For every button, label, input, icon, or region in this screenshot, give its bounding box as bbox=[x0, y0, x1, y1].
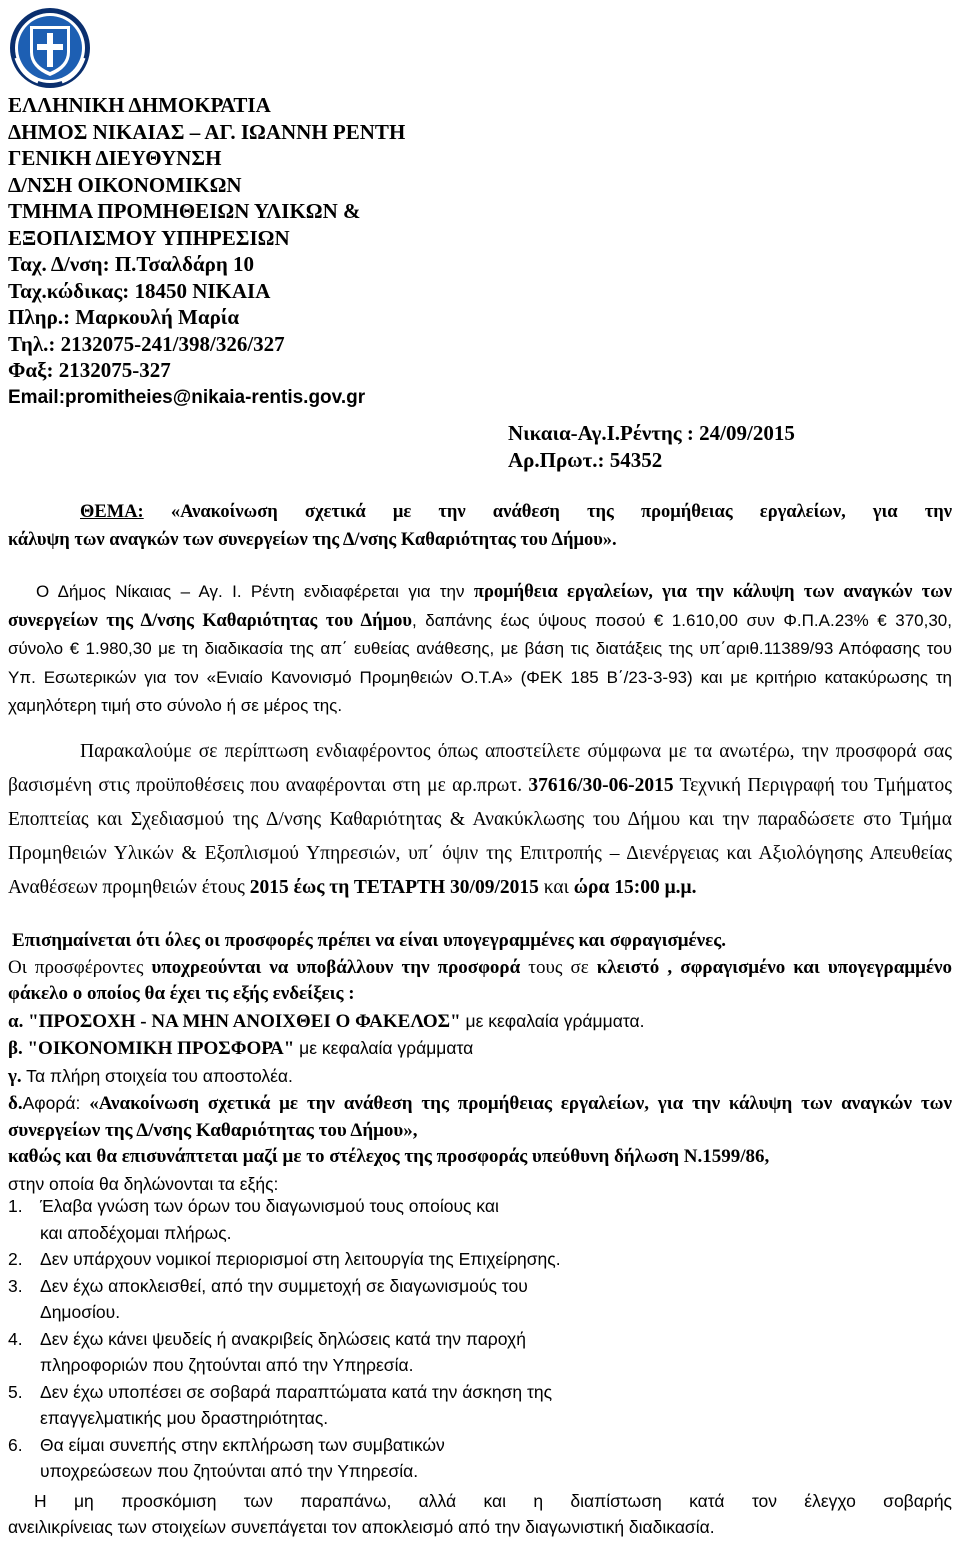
header-directorate: ΓΕΝΙΚΗ ΔΙΕΥΘΥΝΣΗ bbox=[8, 146, 222, 170]
marking-a-label: α. "ΠΡΟΣΟΧΗ - ΝΑ ΜΗΝ ΑΝΟΙΧΘΕΙ Ο ΦΑΚΕΛΟΣ" bbox=[8, 1010, 461, 1032]
list-item-line: πληροφοριών που ζητούνται από την Υπηρεσία. bbox=[40, 1355, 414, 1375]
list-item-line: Δημοσίου. bbox=[40, 1302, 121, 1322]
header-fax: Φαξ: 2132075-327 bbox=[8, 358, 171, 382]
list-item-line: και αποδέχομαι πλήρως. bbox=[40, 1222, 232, 1243]
list-item-number: 3. bbox=[8, 1275, 23, 1296]
list-item-number: 2. bbox=[8, 1249, 23, 1269]
list-item-number: 6. bbox=[8, 1434, 23, 1455]
marking-b-label: β. "ΟΙΚΟΝΟΜΙΚΗ ΠΡΟΣΦΟΡΑ" bbox=[8, 1038, 295, 1059]
subject bbox=[8, 498, 952, 554]
list-item-line: Δεν έχω υποπέσει σε σοβαρά παραπτώματα κατά την άσκηση της bbox=[40, 1381, 553, 1402]
declaration-list bbox=[8, 1193, 952, 1485]
list-item-number: 4. bbox=[8, 1328, 23, 1349]
declaration-intro: καθώς και θα επισυνάπτεται μαζί με το στέλεχος της προσφοράς υπεύθυνη δήλωση Ν.1599/86, bbox=[8, 1146, 770, 1167]
protocol-line: Αρ.Πρωτ.: 54352 bbox=[508, 448, 663, 472]
header-municipality: ΔΗΜΟΣ ΝΙΚΑΙΑΣ – ΑΓ. ΙΩΑΝΝΗ ΡΕΝΤΗ bbox=[8, 119, 406, 144]
subject-text-2: κάλυψη των αναγκών των συνεργείων της Δ/νσης Καθαριότητας του Δήμου». bbox=[8, 530, 617, 550]
list-item-line: επαγγελματικής μου δραστηριότητας. bbox=[40, 1408, 329, 1428]
request-text-1: Παρακαλούμε σε περίπτωση ενδιαφέροντος όπως αποστείλετε σύμφωνα με τα ανωτέρω, την προσφορά σας βασισμένη στις προϋποθέσεις που αναφέρονται στη με αρ.πρωτ. bbox=[8, 741, 952, 796]
header-postcode: Ταχ.κώδικας: 18450 ΝΙΚΑΙΑ bbox=[8, 278, 271, 303]
intro-text-2: , δαπάνης έως ύψους ποσού € 1.610,00 συν Φ.Π.Α.23% € 370,30, σύνολο € 1.980,30 με τη διαδικασία της απ΄ ευθείας ανάθεσης, με βάση τις διατάξεις της υπ΄αριθ.11389/93 Απόφασης του Υπ. Εσωτερικών για τον «Ενιαίο Κανονισμό Προμηθειών Ο.Τ.Α» (ΦΕΚ 185 Β΄/23-3-93) και με κριτήριο κατακύρωσης τη χαμηλότερη τιμή στο σύνολο ή σε μέρος της. bbox=[8, 610, 952, 715]
issuer-header bbox=[8, 92, 568, 411]
marking-c-label: γ. bbox=[8, 1065, 22, 1087]
header-email: Email:promitheies@nikaia-rentis.gov.gr bbox=[8, 386, 366, 408]
greek-emblem-icon bbox=[8, 6, 92, 90]
marking-d-text: Αφορά: bbox=[22, 1093, 90, 1113]
request-paragraph bbox=[8, 735, 952, 905]
list-item-number: 1. bbox=[8, 1196, 23, 1216]
header-department-2: ΕΞΟΠΛΙΣΜΟΥ ΥΠΗΡΕΣΙΩΝ bbox=[8, 225, 290, 250]
instructions bbox=[8, 928, 952, 1197]
intro-paragraph bbox=[8, 578, 952, 721]
offer-bold-1: υποχρεούνται να υποβάλλουν την προσφορά bbox=[151, 956, 521, 978]
header-contact: Πληρ.: Μαρκουλή Μαρία bbox=[8, 305, 240, 329]
header-department-1: ΤΜΗΜΑ ΠΡΟΜΗΘΕΙΩΝ ΥΛΙΚΩΝ & bbox=[8, 199, 361, 223]
request-ref: 37616/30-06-2015 bbox=[528, 775, 674, 796]
intro-bold: προμήθεια εργαλείων, για την κάλυψη των αναγκών των συνεργείων της Δ/νσης Καθαριότητας του Δήμου bbox=[8, 582, 952, 631]
date-line: Νικαια-Αγ.Ι.Ρέντης : 24/09/2015 bbox=[508, 421, 795, 445]
list-item bbox=[8, 1432, 952, 1485]
date-block bbox=[508, 420, 795, 474]
closing-line-1: Η μη προσκόμιση των παραπάνω, αλλά και η διαπίστωση κατά τον έλεγχο σοβαρής bbox=[34, 1491, 952, 1511]
subject-label: ΘΕΜΑ: bbox=[80, 502, 144, 522]
list-item-line: Δεν έχω κάνει ψευδείς ή ανακριβείς δηλώσεις κατά την παροχή bbox=[40, 1328, 526, 1349]
marking-a-text: με κεφαλαία γράμματα. bbox=[460, 1010, 645, 1031]
list-item-line: Δεν υπάρχουν νομικοί περιορισμοί στη λειτουργία της Επιχείρησης. bbox=[40, 1249, 561, 1269]
list-item bbox=[8, 1273, 952, 1326]
request-text-2: Τεχνική Περιγραφή του Τμήματος Εποπτείας και Σχεδιασμού της Δ/νσης Καθαριότητας & Ανακύκλωσης του Δήμου και την παραδώσετε στο Τμήμα Προμηθειών Υλικών & Εξοπλισμού Υπηρεσιών, υπ΄ όψιν της Επιτροπής – Διενέργειας και Αξιολόγησης Απευθείας Αναθέσεων προμηθειών έτους bbox=[8, 775, 952, 898]
offer-bold-2: κλειστό , σφραγισμένο και υπογεγραμμένο φάκελο ο οποίος θα έχει τις εξής ενδείξεις : bbox=[8, 956, 952, 1004]
intro-text-1: Ο Δήμος Νίκαιας – Αγ. Ι. Ρέντη ενδιαφέρεται για την bbox=[36, 582, 474, 601]
marking-c-text: Τα πλήρη στοιχεία του αποστολέα. bbox=[21, 1065, 293, 1086]
list-item bbox=[8, 1246, 952, 1273]
marking-d-label: δ. bbox=[8, 1093, 23, 1114]
declaration-lead: στην οποία θα δηλώνονται τα εξής: bbox=[8, 1173, 279, 1194]
request-time: ώρα 15:00 μ.μ. bbox=[573, 877, 697, 898]
list-item-line: Έλαβα γνώση των όρων του διαγωνισμού τους οποίους και bbox=[40, 1196, 499, 1216]
list-item-number: 5. bbox=[8, 1381, 23, 1402]
list-item bbox=[8, 1193, 952, 1246]
request-deadline: 2015 έως τη ΤΕΤΑΡΤΗ 30/09/2015 bbox=[249, 877, 539, 898]
header-phone: Τηλ.: 2132075-241/398/326/327 bbox=[8, 331, 285, 356]
header-address: Ταχ. Δ/νση: Π.Τσαλδάρη 10 bbox=[8, 252, 255, 276]
marking-b-text: με κεφαλαία γράμματα bbox=[294, 1038, 474, 1058]
notice: Επισημαίνεται ότι όλες οι προσφορές πρέπει να είναι υπογεγραμμένες και σφραγισμένες. bbox=[12, 930, 727, 951]
list-item-line: Δεν έχω αποκλεισθεί, από την συμμετοχή σε διαγωνισμούς του bbox=[40, 1275, 528, 1296]
offer-text-2: τους σε bbox=[520, 956, 597, 978]
closing-paragraph bbox=[8, 1488, 952, 1540]
list-item bbox=[8, 1379, 952, 1432]
list-item-line: υποχρεώσεων που ζητούνται από την Υπηρεσία. bbox=[40, 1461, 419, 1481]
request-text-3: και bbox=[538, 877, 574, 898]
header-division: Δ/ΝΣΗ ΟΙΚΟΝΟΜΙΚΩΝ bbox=[8, 172, 242, 197]
closing-line-2: ανειλικρίνειας των στοιχείων συνεπάγεται τον αποκλεισμό από την διαγωνιστική διαδικασία. bbox=[8, 1517, 715, 1537]
list-item bbox=[8, 1326, 952, 1379]
marking-d-subject: «Ανακοίνωση σχετικά με την ανάθεση της προμήθειας εργαλείων, για την κάλυψη των αναγκών των συνεργείων της Δ/νσης Καθαριότητας του Δήμου», bbox=[8, 1093, 952, 1141]
subject-text-1: «Ανακοίνωση σχετικά με την ανάθεση της προμήθειας εργαλείων, για την bbox=[143, 502, 952, 522]
list-item-line: Θα είμαι συνεπής στην εκπλήρωση των συμβατικών bbox=[40, 1434, 445, 1455]
header-country: ΕΛΛΗΝΙΚΗ ΔΗΜΟΚΡΑΤΙΑ bbox=[8, 93, 271, 117]
offer-text-1: Οι προσφέροντες bbox=[8, 956, 152, 978]
